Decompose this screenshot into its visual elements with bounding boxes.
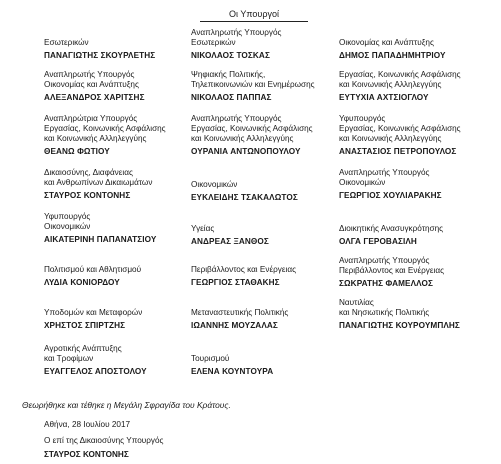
signatory-name: ΕΥΚΛΕΙΔΗΣ ΤΣΑΚΑΛΩΤΟΣ: [191, 193, 298, 202]
closing-role: Ο επί της Δικαιοσύνης Υπουργός: [44, 436, 164, 445]
signatory-entry: [191, 354, 351, 377]
signatory-entry: [339, 114, 499, 157]
signatory-name: ΓΕΩΡΓΙΟΣ ΧΟΥΛΙΑΡΑΚΗΣ: [339, 191, 442, 200]
signatory-name: ΑΝΔΡΕΑΣ ΞΑΝΘΟΣ: [191, 237, 269, 246]
signatory-name: ΘΕΑΝΩ ΦΩΤΙΟΥ: [44, 147, 110, 156]
signatory-role: Ψηφιακής Πολιτικής, Τηλεπικοινωνιών και Ενημέρωσης: [191, 70, 315, 89]
signatory-entry: [339, 38, 499, 61]
page-title: Οι Υπουργοί: [229, 9, 279, 19]
closing-name: ΣΤΑΥΡΟΣ ΚΟΝΤΟΝΗΣ: [44, 450, 129, 459]
signatory-entry: [339, 224, 499, 247]
signatory-name: ΣΩΚΡΑΤΗΣ ΦΑΜΕΛΛΟΣ: [339, 279, 433, 288]
signatory-name: ΓΕΩΡΓΙΟΣ ΣΤΑΘΑΚΗΣ: [191, 278, 280, 287]
title-underline: [200, 21, 308, 22]
signatory-entry: [44, 70, 204, 103]
signatory-name: ΑΙΚΑΤΕΡΙΝΗ ΠΑΠΑΝΑΤΣΙΟΥ: [44, 235, 157, 244]
signatory-entry: [191, 28, 351, 61]
signatory-entry: [339, 168, 499, 201]
signatory-entry: [191, 180, 351, 203]
signatory-role: Αναπληρωτής Υπουργός Οικονομίας και Ανάπτυξης: [44, 70, 139, 89]
signatory-name: ΛΥΔΙΑ ΚΟΝΙΟΡΔΟΥ: [44, 278, 120, 287]
signatory-role: Αναπληρωτής Υπουργός Περιβάλλοντος και Ενέργειας: [339, 256, 445, 275]
signatory-role: Οικονομικών: [191, 180, 238, 189]
signatory-entry: [191, 308, 351, 331]
signatory-name: ΧΡΗΣΤΟΣ ΣΠΙΡΤΖΗΣ: [44, 321, 126, 330]
signatory-entry: [44, 168, 204, 201]
signatory-entry: [191, 224, 351, 247]
signatory-role: Οικονομίας και Ανάπτυξης: [339, 38, 434, 47]
signatory-role: Υφυπουργός Οικονομικών: [44, 212, 91, 231]
signatory-entry: [44, 308, 204, 331]
signatory-role: Περιβάλλοντος και Ενέργειας: [191, 265, 297, 274]
signatory-entry: [339, 70, 499, 103]
signatory-name: ΕΥΑΓΓΕΛΟΣ ΑΠΟΣΤΟΛΟΥ: [44, 367, 147, 376]
signatory-name: ΠΑΝΑΓΙΩΤΗΣ ΣΚΟΥΡΛΕΤΗΣ: [44, 51, 156, 60]
signatory-role: Υφυπουργός Εργασίας, Κοινωνικής Ασφάλισης και Κοινωνικής Αλληλεγγύης: [339, 114, 461, 143]
signatory-entry: [191, 114, 351, 157]
signatory-entry: [191, 265, 351, 288]
signatory-role: Υποδομών και Μεταφορών: [44, 308, 143, 317]
signatory-role: Αναπληρωτής Υπουργός Εργασίας, Κοινωνικής Ασφάλισης και Κοινωνικής Αλληλεγγύης: [191, 114, 313, 143]
signatory-role: Αναπληρώτρια Υπουργός Εργασίας, Κοινωνικής Ασφάλισης και Κοινωνικής Αλληλεγγύης: [44, 114, 166, 143]
signatory-role: Αναπληρωτής Υπουργός Οικονομικών: [339, 168, 430, 187]
signatory-name: ΠΑΝΑΓΙΩΤΗΣ ΚΟΥΡΟΥΜΠΛΗΣ: [339, 321, 460, 330]
signatory-entry: [44, 344, 204, 377]
seal-note: Θεωρήθηκε και τέθηκε η Μεγάλη Σφραγίδα του Κράτους.: [22, 400, 231, 410]
signatory-entry: [44, 212, 204, 245]
signatory-name: ΕΛΕΝΑ ΚΟΥΝΤΟΥΡΑ: [191, 367, 274, 376]
signatory-role: Τουρισμού: [191, 354, 230, 363]
signatory-role: Υγείας: [191, 224, 215, 233]
signatory-name: ΕΥΤΥΧΙΑ ΑΧΤΣΙΟΓΛΟΥ: [339, 93, 429, 102]
signatory-role: Αγροτικής Ανάπτυξης και Τροφίμων: [44, 344, 122, 363]
signatory-role: Πολιτισμού και Αθλητισμού: [44, 265, 142, 274]
signatory-name: ΟΛΓΑ ΓΕΡΟΒΑΣΙΛΗ: [339, 237, 417, 246]
signatory-name: ΑΝΑΣΤΑΣΙΟΣ ΠΕΤΡΟΠΟΥΛΟΣ: [339, 147, 457, 156]
signatory-entry: [44, 114, 204, 157]
signatory-name: ΑΛΕΞΑΝΔΡΟΣ ΧΑΡΙΤΣΗΣ: [44, 93, 145, 102]
signatory-name: ΣΤΑΥΡΟΣ ΚΟΝΤΟΝΗΣ: [44, 191, 131, 200]
signatory-entry: [339, 256, 499, 289]
signatory-role: Ναυτιλίας και Νησιωτικής Πολιτικής: [339, 298, 430, 317]
signatory-entry: [339, 298, 499, 331]
signatory-role: Μεταναστευτικής Πολιτικής: [191, 308, 289, 317]
signatory-role: Εργασίας, Κοινωνικής Ασφάλισης και Κοινωνικής Αλληλεγγύης: [339, 70, 461, 89]
signatory-entry: [44, 265, 204, 288]
signatory-name: ΔΗΜΟΣ ΠΑΠΑΔΗΜΗΤΡΙΟΥ: [339, 51, 446, 60]
signatory-entry: [44, 38, 204, 61]
signatory-entry: [191, 70, 351, 103]
signatory-role: Διοικητικής Ανασυγκρότησης: [339, 224, 444, 233]
signatory-role: Εσωτερικών: [44, 38, 89, 47]
signatory-role: Δικαιοσύνης, Διαφάνειας και Ανθρωπίνων Δικαιωμάτων: [44, 168, 153, 187]
signatory-name: ΙΩΑΝΝΗΣ ΜΟΥΖΑΛΑΣ: [191, 321, 278, 330]
signatory-name: ΝΙΚΟΛΑΟΣ ΠΑΠΠΑΣ: [191, 93, 272, 102]
signatory-role: Αναπληρωτής Υπουργός Εσωτερικών: [191, 28, 282, 47]
date-line: Αθήνα, 28 Ιουλίου 2017: [44, 420, 131, 429]
signatory-name: ΟΥΡΑΝΙΑ ΑΝΤΩΝΟΠΟΥΛΟΥ: [191, 147, 301, 156]
signatory-name: ΝΙΚΟΛΑΟΣ ΤΟΣΚΑΣ: [191, 51, 270, 60]
